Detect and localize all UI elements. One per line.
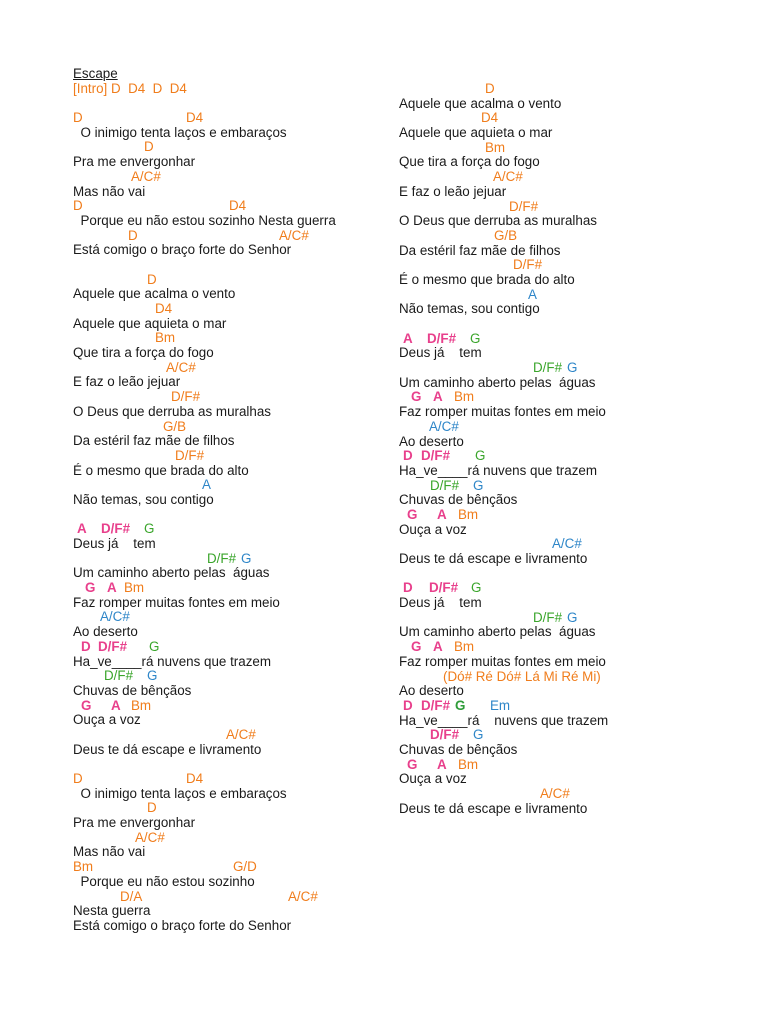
chord: D/F# [207, 550, 237, 566]
chord: G [81, 697, 92, 713]
chord-line [73, 273, 393, 288]
lyric-line: Deus te dá escape e livramento [73, 741, 262, 757]
lyric-line: Aquele que aquieta o mar [399, 125, 553, 141]
chord: D [73, 110, 83, 126]
chord: D/F# [533, 360, 563, 376]
chord-line [399, 728, 759, 743]
chord: D/F# [429, 580, 459, 596]
lyric-line: Um caminho aberto pelas águas [73, 565, 270, 581]
chord: A [77, 521, 87, 537]
chord: G [411, 389, 422, 405]
chord: G [455, 697, 466, 713]
chord: G [473, 477, 484, 493]
lyric-line: Chuvas de bênçãos [399, 492, 518, 508]
chord-line [399, 508, 759, 523]
chord: A [433, 639, 443, 655]
chord: D/F# [421, 697, 451, 713]
chord-line [399, 611, 759, 626]
chord-line [73, 478, 393, 493]
chord: Em [490, 697, 511, 713]
chord: D/F# [98, 638, 128, 654]
chord: A/C# [131, 168, 161, 184]
chord: A/C# [493, 169, 523, 185]
lyric-line: Ha_ve____rá nuvens que trazem [399, 462, 598, 478]
lyric-line: Deus te dá escape e livramento [399, 800, 588, 816]
chorus-2 [399, 332, 759, 567]
chord-line [399, 537, 759, 552]
chord: D [128, 227, 138, 243]
chord: D [485, 81, 495, 96]
chord: Bm [458, 506, 479, 522]
song-title: Escape [73, 66, 118, 81]
lyric-line: É o mesmo que brada do alto [399, 271, 575, 287]
lyric-line: Faz romper muitas fontes em meio [73, 594, 280, 610]
lyric-line: Está comigo o braço forte do Senhor [73, 917, 292, 933]
chord: A/C# [279, 227, 309, 243]
chord-line [399, 258, 759, 273]
chord: G [144, 521, 155, 537]
chord: G [567, 609, 578, 625]
chord: D4 [481, 110, 499, 126]
lyric-line: Ha_ve____rá nuvens que trazem [399, 712, 609, 728]
lyric-line: Faz romper muitas fontes em meio [399, 404, 606, 420]
chord: A [202, 477, 211, 493]
chord-line [399, 200, 759, 215]
verse-2 [73, 273, 393, 508]
left-column [73, 67, 393, 934]
chord-line [399, 640, 759, 655]
chord-line [73, 449, 393, 464]
chord-line [399, 670, 759, 685]
chord: Bm [131, 697, 152, 713]
lyric-line: Deus já tem [399, 595, 482, 611]
chord: A/C# [552, 536, 582, 552]
lyric-line: Ao deserto [399, 433, 464, 449]
right-column [399, 82, 759, 816]
chord-line [399, 82, 759, 97]
chord: G [567, 360, 578, 376]
chord: A/C# [429, 418, 459, 434]
lyric-line: E faz o leão jejuar [73, 374, 181, 390]
lyric-line: Que tira a força do fogo [73, 345, 214, 361]
lyric-line: O Deus que derruba as muralhas [399, 213, 597, 229]
chord-line [399, 758, 759, 773]
chord: D/F# [175, 447, 205, 463]
chord-line [399, 787, 759, 802]
lyric-line: Ao deserto [399, 683, 464, 699]
chord-line [399, 361, 759, 376]
chord: G [407, 756, 418, 772]
lyric-line: Da estéril faz mãe de filhos [399, 242, 561, 258]
lyric-line: Deus te dá escape e livramento [399, 551, 588, 566]
chord: G [149, 638, 160, 654]
chord: D [73, 771, 83, 786]
chord: D [81, 638, 91, 654]
chord-line [399, 141, 759, 156]
chord-line [399, 449, 759, 464]
chord: D [73, 198, 83, 214]
chord: Bm [454, 389, 475, 405]
chord: D/F# [171, 389, 201, 405]
chord-line [73, 890, 393, 905]
chord: G [147, 668, 158, 684]
lyric-line: Aquele que acalma o vento [73, 286, 236, 302]
chord: Bm [73, 859, 94, 875]
chord: A/C# [288, 888, 318, 904]
chord: D [147, 271, 157, 287]
lyric-line: Chuvas de bênçãos [399, 741, 518, 757]
chord: A/C# [540, 786, 570, 801]
lyric-line: Deus já tem [399, 345, 482, 361]
chord: G/B [163, 418, 187, 434]
lyric-line: Não temas, sou contigo [399, 301, 540, 317]
chord: A/C# [166, 359, 196, 375]
chord: G [407, 506, 418, 522]
chord-line [399, 581, 759, 596]
lyric-line: Aquele que aquieta o mar [73, 315, 227, 331]
lyric-line: Ouça a voz [73, 712, 141, 728]
lyric-line: Não temas, sou contigo [73, 491, 214, 507]
lyric-line: É o mesmo que brada do alto [73, 462, 249, 478]
lyric-line: O inimigo tenta laços e embaraços [73, 785, 287, 801]
verse-repeat [399, 82, 759, 317]
chord: D [144, 139, 154, 155]
chord: Bm [485, 139, 506, 155]
chord-line [73, 361, 393, 376]
chord: D/A [120, 888, 143, 904]
chord: G [411, 639, 422, 655]
lyric-line: Deus já tem [73, 536, 156, 551]
lyric-line: Mas não vai [73, 844, 146, 860]
chord-line [73, 831, 393, 846]
chord-line [73, 302, 393, 317]
chord: D4 [186, 771, 204, 786]
chord: G [241, 550, 252, 566]
lyric-line: Ouça a voz [399, 521, 467, 537]
chord: Bm [454, 639, 475, 655]
chord-line [73, 669, 393, 684]
chord: D/F# [509, 198, 539, 214]
chord-line [399, 332, 759, 347]
chorus-3 [399, 581, 759, 816]
lyric-line: Faz romper muitas fontes em meio [399, 653, 606, 669]
chord-line [73, 581, 393, 596]
chord: D [403, 580, 413, 596]
lyric-line: Nesta guerra [73, 903, 151, 919]
chord: (Dó# Ré Dó# Lá Mi Ré Mi) [443, 668, 601, 684]
chord: A/C# [135, 829, 165, 845]
chord: G [475, 448, 486, 464]
chord: D4 [186, 110, 204, 126]
chord-line [73, 140, 393, 155]
lyric-line: Porque eu não estou sozinho Nesta guerra [73, 212, 336, 228]
chord-line [73, 772, 393, 787]
chord: D/F# [427, 330, 457, 346]
chord-line [399, 229, 759, 244]
lyric-line: Está comigo o braço forte do Senhor [73, 242, 292, 258]
chord-line [73, 860, 393, 875]
chord: G/B [494, 227, 518, 243]
lyric-line: Porque eu não estou sozinho [73, 873, 255, 889]
chord: G [470, 330, 481, 346]
intro-line: [Intro] D D4 D D4 [73, 80, 187, 96]
chord: G [473, 727, 484, 743]
chord: A [433, 389, 443, 405]
chord-line [73, 728, 393, 743]
chord-line [73, 801, 393, 816]
chord: D/F# [430, 727, 460, 743]
chord: D/F# [430, 477, 460, 493]
lyric-line: Chuvas de bênçãos [73, 682, 192, 698]
chord: A [111, 697, 121, 713]
chord: G/D [233, 859, 257, 875]
lyric-line: Pra me envergonhar [73, 815, 196, 831]
chord: D/F# [533, 609, 563, 625]
lyric-line: Um caminho aberto pelas águas [399, 624, 596, 640]
chord: Bm [155, 330, 176, 346]
verse-1 [73, 111, 393, 258]
chord-line [73, 390, 393, 405]
lyric-line: Ha_ve____rá nuvens que trazem [73, 653, 272, 669]
chord: A/C# [226, 726, 256, 742]
chord: D [403, 697, 413, 713]
lyric-line: Pra me envergonhar [73, 154, 196, 170]
lyric-line: O Deus que derruba as muralhas [73, 403, 271, 419]
lyric-line: Que tira a força do fogo [399, 154, 540, 170]
chord-line [399, 390, 759, 405]
chord: D4 [229, 198, 247, 214]
lyric-line: Ouça a voz [399, 771, 467, 787]
chord: A [437, 506, 447, 522]
chorus-1 [73, 522, 393, 757]
chord-line [73, 699, 393, 714]
chord: A [403, 330, 413, 346]
lyric-line: Mas não vai [73, 183, 146, 199]
lyric-line: O inimigo tenta laços e embaraços [73, 124, 287, 140]
chord-line [399, 111, 759, 126]
lyric-line: E faz o leão jejuar [399, 183, 507, 199]
chord-line [399, 288, 759, 303]
chord-line [73, 552, 393, 567]
chord: Bm [458, 756, 479, 772]
chord: D [147, 800, 157, 816]
chord-line [399, 699, 759, 714]
chord-line [399, 420, 759, 435]
chord-line [399, 479, 759, 494]
chord: A [437, 756, 447, 772]
lyric-line: Aquele que acalma o vento [399, 95, 562, 111]
chord-line [73, 229, 393, 244]
chord-line [73, 610, 393, 625]
chord: D/F# [104, 668, 134, 684]
chord: G [85, 580, 96, 596]
chord: Bm [124, 580, 145, 596]
chord-line [73, 331, 393, 346]
chord: G [471, 580, 482, 596]
lyric-line: Ao deserto [73, 624, 138, 640]
chord-line [73, 170, 393, 185]
chord: A/C# [100, 609, 130, 625]
chord-line [73, 522, 393, 537]
lyric-line: Da estéril faz mãe de filhos [73, 433, 235, 449]
chord-line [73, 420, 393, 435]
chord: D/F# [421, 448, 451, 464]
lyric-line: Um caminho aberto pelas águas [399, 374, 596, 390]
chord-line [399, 170, 759, 185]
chord: D [403, 448, 413, 464]
chord: A [107, 580, 117, 596]
chord: A [528, 286, 537, 302]
verse-3 [73, 772, 393, 919]
chord-line [73, 199, 393, 214]
chord-line [73, 111, 393, 126]
chord: D/F# [513, 257, 543, 273]
chord: D/F# [101, 521, 131, 537]
chord-line [73, 640, 393, 655]
chord: D4 [155, 301, 173, 316]
